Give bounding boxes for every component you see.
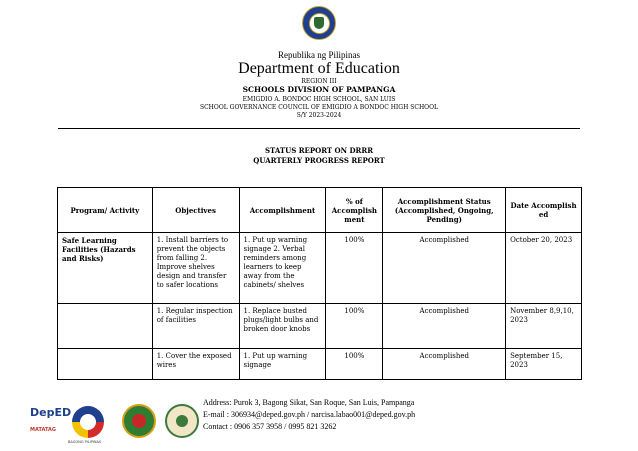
- footer-address: Address: Purok 3, Bagong Sikat, San Roque, San Luis, Pampanga: [203, 398, 415, 407]
- cell-date: September 15, 2023: [506, 349, 582, 380]
- cell-status: Accomplished: [383, 233, 506, 304]
- header-objectives: Objectives: [152, 188, 239, 233]
- header-date: Date Accomplish ed: [506, 188, 582, 233]
- cell-program: [58, 304, 153, 349]
- table-row: [58, 233, 582, 304]
- header-accomplishment: Accomplishment: [239, 188, 326, 233]
- footer-email: E-mail : 306934@deped.gov.ph / narcisa.labao001@deped.gov.ph: [203, 410, 416, 419]
- header-divider: [58, 128, 580, 129]
- school-text: EMIGDIO A. BONDOC HIGH SCHOOL, SAN LUIS: [242, 96, 396, 103]
- council-text: SCHOOL GOVERNANCE COUNCIL OF EMIGDIO A BONDOC HIGH SCHOOL: [199, 104, 438, 111]
- cell-status: Accomplished: [383, 304, 506, 349]
- footer-contact: [203, 397, 415, 433]
- header-percent: % of Accomplish ment: [326, 188, 383, 233]
- cell-objectives: 1. Install barriers to prevent the objects from falling 2. Improve shelves design and transfer to safer locations: [152, 233, 239, 304]
- cell-program: [58, 349, 153, 380]
- deped-seal-icon: [302, 6, 336, 40]
- cell-percent: 100%: [326, 304, 383, 349]
- header-program: Program/ Activity: [58, 188, 153, 233]
- footer-logos: [30, 402, 200, 448]
- republika-text: Republika ng Pilipinas: [278, 50, 360, 60]
- table-row: [58, 349, 582, 380]
- school-seal-logo: [165, 404, 199, 438]
- cell-percent: 100%: [326, 349, 383, 380]
- cell-objectives: 1. Regular inspection of facilities: [152, 304, 239, 349]
- cell-accomplishment: 1. Put up warning signage 2. Verbal reminders among learners to keep away from the cabinets/ shelves: [239, 233, 326, 304]
- deped-matatag-logo: [30, 406, 72, 444]
- table-row: [58, 304, 582, 349]
- progress-table: [57, 187, 582, 380]
- cell-status: Accomplished: [383, 349, 506, 380]
- header-status: Accomplishment Status (Accomplished, Ongoing, Pending): [383, 188, 506, 233]
- cell-date: October 20, 2023: [506, 233, 582, 304]
- school-year-text: S/Y 2023-2024: [296, 112, 342, 119]
- deped-logo-text: DepED: [30, 406, 72, 419]
- division-text: SCHOOLS DIVISION OF PAMPANGA: [242, 85, 396, 94]
- cell-objectives: 1. Cover the exposed wires: [152, 349, 239, 380]
- table-header-row: [58, 188, 582, 233]
- cell-accomplishment: 1. Put up warning signage: [239, 349, 326, 380]
- cell-percent: 100%: [326, 233, 383, 304]
- cell-accomplishment: 1. Replace busted plugs/light bulbs and broken door knobs: [239, 304, 326, 349]
- matatag-logo-text: MATATAG: [30, 427, 56, 433]
- division-seal-logo: [122, 404, 156, 438]
- report-subtitle: QUARTERLY PROGRESS REPORT: [253, 156, 385, 165]
- cell-date: November 8,9,10, 2023: [506, 304, 582, 349]
- bagong-pilipinas-caption: BAGONG PILIPINAS: [68, 440, 102, 444]
- region-text: REGION III: [301, 78, 337, 85]
- footer-phone: Contact : 0906 357 3958 / 0995 821 3262: [203, 422, 337, 431]
- report-title: STATUS REPORT ON DRRR: [264, 146, 374, 155]
- bagong-pilipinas-logo: [72, 406, 104, 438]
- department-title: Department of Education: [238, 60, 400, 77]
- cell-program: Safe Learning Facilities (Hazards and Risks): [58, 233, 153, 304]
